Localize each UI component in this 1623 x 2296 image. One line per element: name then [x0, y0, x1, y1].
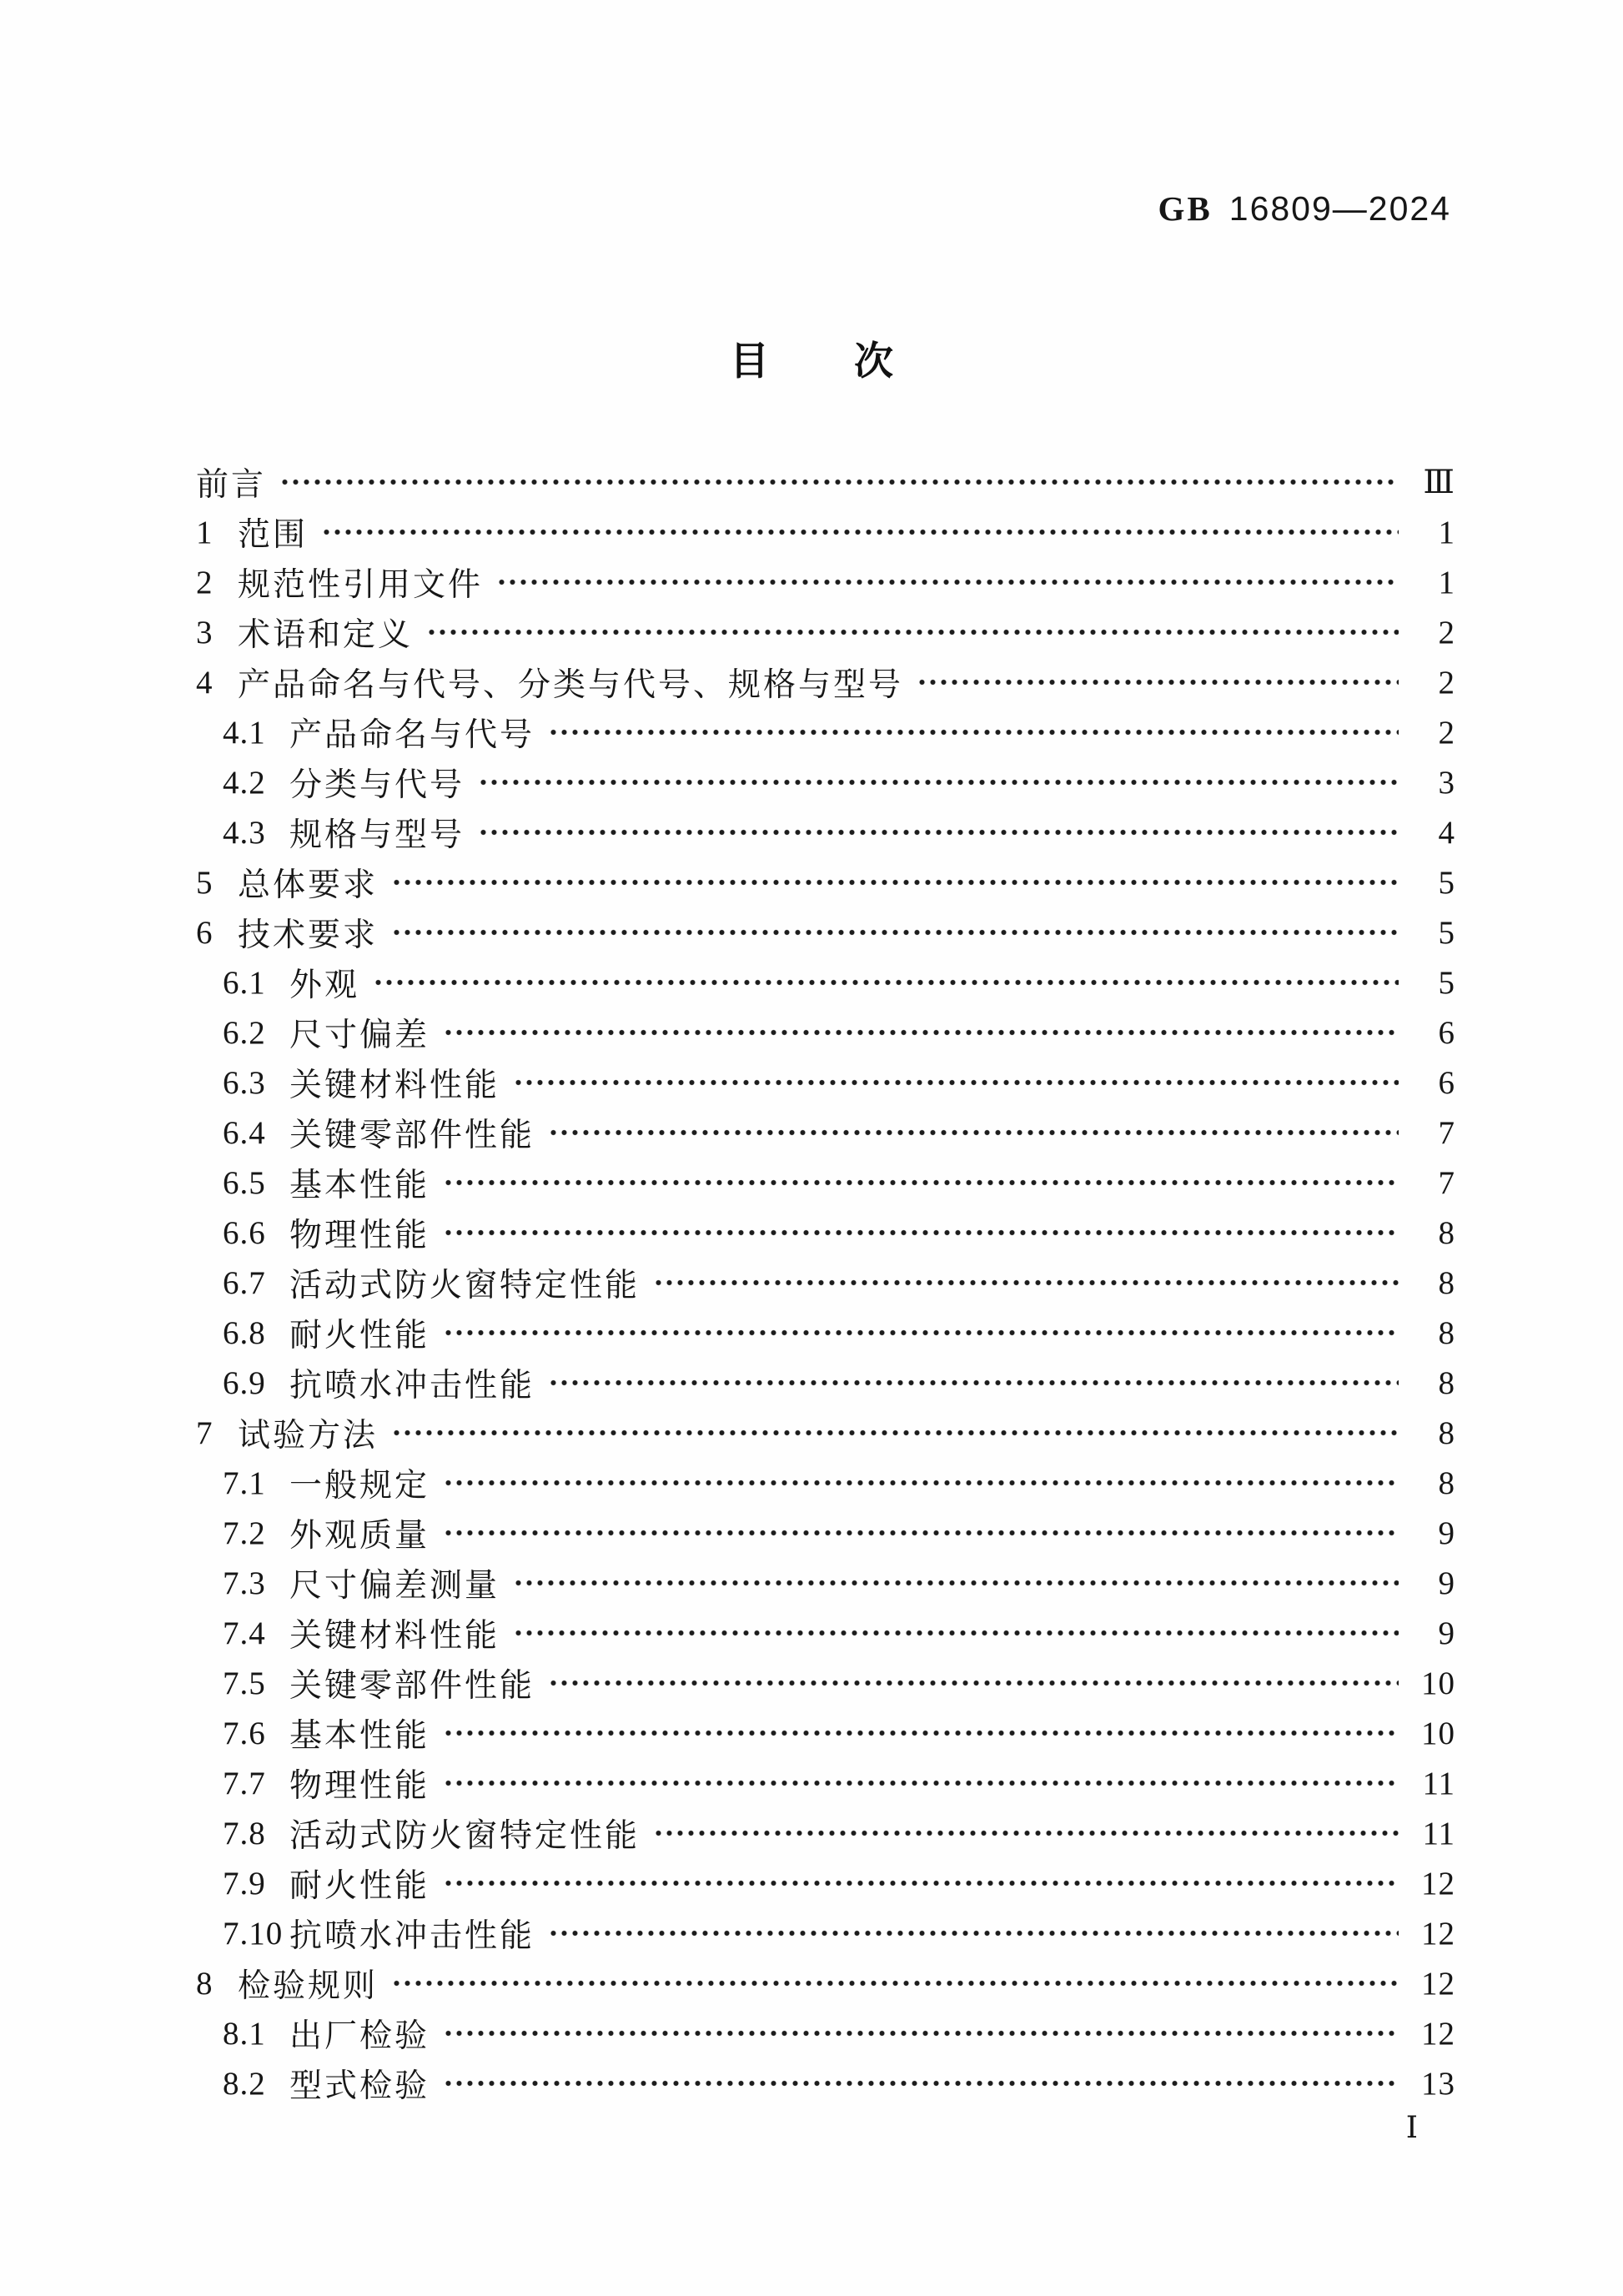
toc-dot-leader: [513, 1058, 1399, 1108]
toc-entry-number: 7.7: [223, 1765, 266, 1801]
toc-dot-leader: [548, 1108, 1399, 1158]
toc-entry: [196, 1808, 1455, 1858]
toc-entry-number: 2: [196, 564, 214, 600]
toc-entry-page: 3: [1438, 764, 1455, 801]
toc-entry-number: 6.7: [223, 1264, 266, 1301]
toc-dot-leader: [653, 1258, 1399, 1308]
toc-entry-number: 7.2: [223, 1515, 266, 1551]
toc-entry-label: 耐火性能: [289, 1868, 430, 1904]
toc-entry-label: 检验规则: [238, 1968, 379, 2004]
toc-dot-leader: [653, 1808, 1399, 1858]
page-title-char-1: 目: [730, 340, 769, 384]
toc-entry-number: 6.2: [223, 1014, 266, 1051]
toc-dot-leader: [443, 1508, 1399, 1558]
toc-entry-page: 5: [1438, 864, 1455, 901]
toc-entry: [196, 1208, 1455, 1258]
toc-entry-label: 活动式防火窗特定性能: [289, 1268, 641, 1304]
toc-entry-page: 8: [1438, 1465, 1455, 1501]
toc-entry-number: 5: [196, 864, 214, 901]
toc-entry-page: 5: [1438, 914, 1455, 951]
toc-entry-page: 7: [1438, 1114, 1455, 1151]
toc-entry-page: 2: [1438, 714, 1455, 751]
toc-entry-number: 7: [196, 1414, 214, 1451]
toc-entry-number: 8.2: [223, 2065, 266, 2102]
toc-entry: [196, 957, 1455, 1007]
toc-entry-label: 规格与型号: [289, 817, 465, 853]
toc-dot-leader: [443, 1208, 1399, 1258]
toc-entry-label: 尺寸偏差测量: [289, 1568, 500, 1604]
toc-entry: [196, 1958, 1455, 2008]
toc-entry-page: 2: [1438, 614, 1455, 651]
toc-entry-label: 关键零部件性能: [289, 1118, 535, 1153]
toc-entry-label: 型式检验: [289, 2068, 430, 2104]
toc-entry: [196, 1058, 1455, 1108]
toc-entry-label: 耐火性能: [289, 1318, 430, 1354]
toc-entry-label: 规范性引用文件: [238, 567, 484, 603]
toc-entry-page: 4: [1438, 814, 1455, 851]
toc-entry: [196, 1508, 1455, 1558]
toc-entry-number: 3: [196, 614, 214, 651]
toc-entry-label: 尺寸偏差: [289, 1017, 430, 1053]
page-title-char-2: 次: [854, 340, 893, 384]
toc-entry-page: 8: [1438, 1214, 1455, 1251]
toc-entry-number: 6.1: [223, 964, 266, 1001]
toc-entry-label: 试验方法: [238, 1418, 379, 1454]
toc-entry-page: Ⅲ: [1423, 464, 1455, 500]
toc-entry-label: 基本性能: [289, 1168, 430, 1203]
toc-entry-number: 8: [196, 1965, 214, 2002]
toc-entry-page: 11: [1422, 1765, 1455, 1801]
toc-entry: [196, 1308, 1455, 1358]
toc-entry-page: 8: [1438, 1314, 1455, 1351]
toc-entry: [196, 507, 1455, 557]
toc-entry-label: 术语和定义: [238, 617, 414, 653]
standard-code: 16809—2024: [1229, 189, 1451, 228]
toc-entry-page: 6: [1438, 1014, 1455, 1051]
toc-entry-page: 12: [1421, 1915, 1455, 1952]
toc-entry: [196, 557, 1455, 607]
toc-entry-page: 1: [1438, 514, 1455, 550]
toc-entry-label: 分类与代号: [289, 767, 465, 803]
toc-entry: [196, 1658, 1455, 1708]
toc-entry-number: 6.6: [223, 1214, 266, 1251]
toc-entry: [196, 1708, 1455, 1758]
toc-entry-page: 5: [1438, 964, 1455, 1001]
toc-dot-leader: [443, 1308, 1399, 1358]
toc-entry: [196, 1458, 1455, 1508]
toc-entry-number: 4: [196, 664, 214, 701]
toc-entry: [196, 857, 1455, 907]
toc-entry-number: 7.9: [223, 1865, 266, 1902]
toc-dot-leader: [443, 1458, 1399, 1508]
toc-entry-label: 关键零部件性能: [289, 1668, 535, 1704]
toc-entry-label: 技术要求: [238, 917, 379, 953]
toc-entry-label: 产品命名与代号、分类与代号、规格与型号: [238, 667, 904, 703]
standard-number: [1158, 188, 1451, 229]
toc-entry-label: 出厂检验: [289, 2018, 430, 2054]
toc-entry: [196, 657, 1455, 707]
toc-dot-leader: [478, 807, 1399, 857]
toc-entry-page: 12: [1421, 1965, 1455, 2002]
toc-entry-number: 7.1: [223, 1465, 266, 1501]
toc-dot-leader: [496, 557, 1399, 607]
toc-dot-leader: [548, 1358, 1399, 1408]
page-title: [0, 330, 1623, 386]
toc-dot-leader: [513, 1608, 1399, 1658]
toc-entry: [196, 457, 1455, 507]
toc-entry: [196, 757, 1455, 807]
toc-entry: [196, 1408, 1455, 1458]
toc-entry-page: 6: [1438, 1064, 1455, 1101]
toc-dot-leader: [548, 1908, 1399, 1958]
toc-entry-label: 产品命名与代号: [289, 717, 535, 753]
toc-entry-label: 关键材料性能: [289, 1618, 500, 1654]
standard-prefix: GB: [1158, 189, 1213, 228]
toc-entry-number: 6.4: [223, 1114, 266, 1151]
toc-entry: [196, 1007, 1455, 1058]
toc-entry-number: 8.1: [223, 2015, 266, 2052]
toc-entry-number: 1: [196, 514, 214, 550]
toc-dot-leader: [321, 507, 1399, 557]
toc-entry-number: 4.2: [223, 764, 266, 801]
toc-entry-page: 9: [1438, 1565, 1455, 1601]
toc-dot-leader: [443, 1758, 1399, 1808]
toc-entry: [196, 1158, 1455, 1208]
toc-entry-label: 基本性能: [289, 1718, 430, 1754]
toc-entry: [196, 1108, 1455, 1158]
toc-entry: [196, 1858, 1455, 1908]
toc-entry-page: 8: [1438, 1414, 1455, 1451]
toc-entry-label: 外观: [289, 967, 360, 1003]
toc-dot-leader: [548, 1658, 1399, 1708]
toc-dot-leader: [513, 1558, 1399, 1608]
toc-entry-page: 9: [1438, 1615, 1455, 1651]
toc-entry-number: 7.4: [223, 1615, 266, 1651]
toc-dot-leader: [443, 1708, 1399, 1758]
toc-entry: [196, 707, 1455, 757]
toc-entry-number: 6.9: [223, 1364, 266, 1401]
toc-dot-leader: [373, 957, 1399, 1007]
toc-entry-label: 外观质量: [289, 1518, 430, 1554]
toc-entry-label: 总体要求: [238, 867, 379, 903]
toc-entry-number: 6.8: [223, 1314, 266, 1351]
toc-dot-leader: [443, 2058, 1399, 2108]
toc-entry: [196, 1908, 1455, 1958]
toc-entry: [196, 1758, 1455, 1808]
toc-entry-page: 2: [1438, 664, 1455, 701]
toc-entry: [196, 1258, 1455, 1308]
toc-entry-label: 一般规定: [289, 1468, 430, 1504]
toc-entry-page: 8: [1438, 1364, 1455, 1401]
toc-dot-leader: [391, 1958, 1399, 2008]
toc-entry: [196, 1608, 1455, 1658]
toc-entry-page: 1: [1438, 564, 1455, 600]
toc-entry-label: 抗喷水冲击性能: [289, 1918, 535, 1954]
toc-entry-page: 10: [1421, 1665, 1455, 1701]
toc-entry-label: 前言: [196, 467, 267, 503]
toc-dot-leader: [391, 1408, 1399, 1458]
toc-entry-page: 10: [1421, 1715, 1455, 1751]
toc-dot-leader: [548, 707, 1399, 757]
footer-page-number: Ⅰ: [1405, 2111, 1418, 2144]
toc-entry-number: 4.1: [223, 714, 266, 751]
toc-entry-number: 7.3: [223, 1565, 266, 1601]
toc-entry-label: 物理性能: [289, 1218, 430, 1254]
toc-dot-leader: [391, 907, 1399, 957]
toc-entry: [196, 807, 1455, 857]
toc-entry-label: 活动式防火窗特定性能: [289, 1818, 641, 1854]
toc-entry: [196, 907, 1455, 957]
toc-dot-leader: [443, 1007, 1399, 1058]
toc-entry-page: 8: [1438, 1264, 1455, 1301]
toc-list: [196, 457, 1455, 2108]
toc-dot-leader: [279, 457, 1399, 507]
toc-entry-number: 6.5: [223, 1164, 266, 1201]
toc-dot-leader: [443, 1858, 1399, 1908]
toc-entry-label: 抗喷水冲击性能: [289, 1368, 535, 1404]
toc-entry: [196, 2008, 1455, 2058]
toc-dot-leader: [917, 657, 1399, 707]
toc-dot-leader: [443, 1158, 1399, 1208]
toc-entry-number: 4.3: [223, 814, 266, 851]
toc-dot-leader: [391, 857, 1399, 907]
toc-dot-leader: [443, 2008, 1399, 2058]
toc-entry-label: 范围: [238, 517, 309, 553]
toc-entry-number: 7.8: [223, 1815, 266, 1851]
toc-entry: [196, 607, 1455, 657]
toc-entry: [196, 2058, 1455, 2108]
toc-dot-leader: [426, 607, 1399, 657]
toc-entry-page: 11: [1422, 1815, 1455, 1851]
toc-dot-leader: [478, 757, 1399, 807]
toc-entry-page: 9: [1438, 1515, 1455, 1551]
toc-entry-page: 7: [1438, 1164, 1455, 1201]
toc-entry-number: 7.10: [223, 1915, 284, 1952]
toc-entry: [196, 1558, 1455, 1608]
toc-entry-label: 物理性能: [289, 1768, 430, 1804]
toc-entry-page: 12: [1421, 2015, 1455, 2052]
toc-entry-number: 6: [196, 914, 214, 951]
toc-entry-number: 7.6: [223, 1715, 266, 1751]
toc-entry-page: 13: [1421, 2065, 1455, 2102]
toc-entry: [196, 1358, 1455, 1408]
toc-entry-number: 7.5: [223, 1665, 266, 1701]
toc-entry-label: 关键材料性能: [289, 1068, 500, 1103]
toc-entry-number: 6.3: [223, 1064, 266, 1101]
toc-entry-page: 12: [1421, 1865, 1455, 1902]
